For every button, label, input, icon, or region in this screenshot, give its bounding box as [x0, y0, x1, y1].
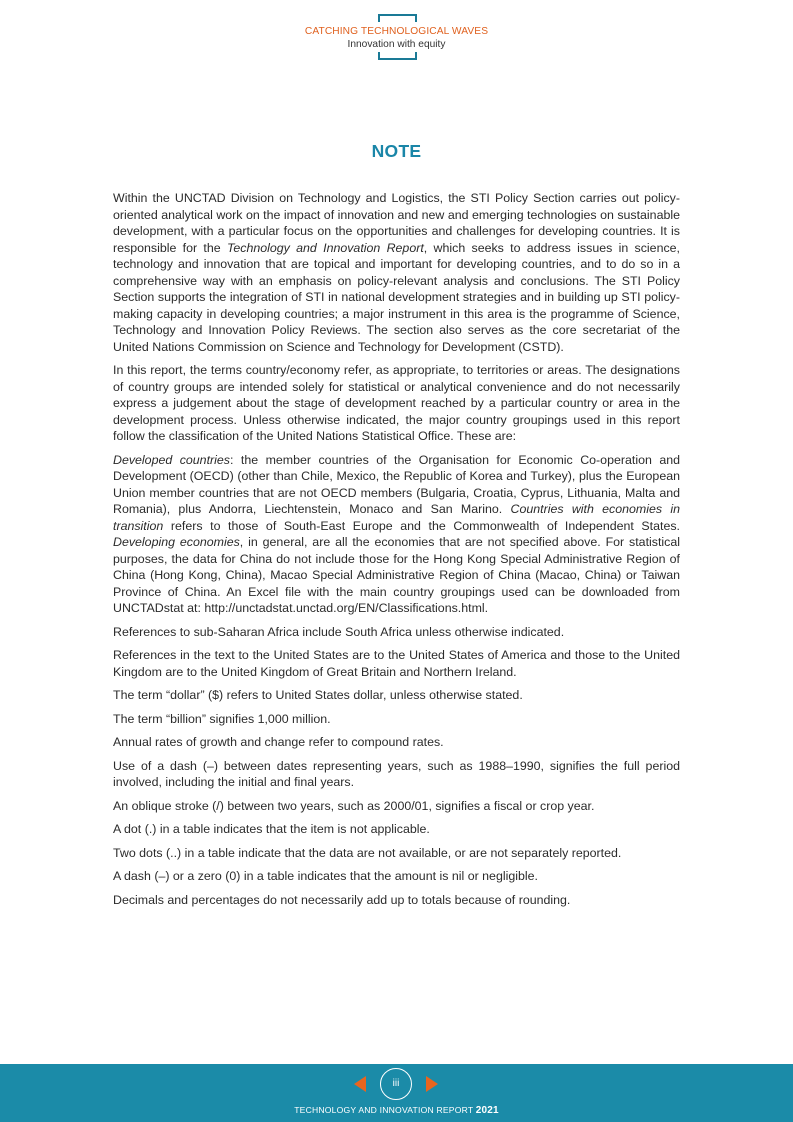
- page-title: NOTE: [371, 141, 422, 161]
- report-name: TECHNOLOGY AND INNOVATION REPORT: [294, 1105, 474, 1115]
- page-footer: [0, 1064, 793, 1122]
- report-title-italic: Technology and Innovation Report: [226, 240, 424, 255]
- paragraph-country-terms: In this report, the terms country/economy refer, as appropriate, to territories or areas. The designations of country groups are intended solely for statistical or analytical convenience and do not necessarily express a judgement about the stage of development reached by a particular country or area in the development process. Unless otherwise indicated, the major country groupings used in this report follow the classification of the United Nations Statistical Office. These are:: [113, 363, 680, 443]
- paragraph-us-uk: References in the text to the United States are to the United States of America and those to the United Kingdom are to the United Kingdom of Great Britain and Northern Ireland.: [113, 648, 680, 679]
- paragraph-two-dots: Two dots (..) in a table indicate that the data are not available, or are not separately reported.: [113, 845, 622, 860]
- paragraph-dollar: The term “dollar” ($) refers to United States dollar, unless otherwise stated.: [113, 688, 523, 702]
- paragraph-country-groups: [113, 452, 680, 617]
- header-bracket-bottom: [378, 52, 417, 60]
- text-span: refers to those of South-East Europe and the Commonwealth of Independent States.: [163, 518, 680, 533]
- header-title: CATCHING TECHNOLOGICAL WAVES: [304, 26, 489, 37]
- previous-page-arrow-icon[interactable]: [354, 1076, 366, 1092]
- paragraph-oblique-stroke: An oblique stroke (/) between two years, such as 2000/01, signifies a fiscal or crop year.: [113, 798, 595, 813]
- term-developing-economies: Developing economies: [113, 535, 240, 549]
- page-header: [0, 12, 793, 64]
- next-page-arrow-icon[interactable]: [426, 1076, 438, 1092]
- paragraph-billion: The term “billion” signifies 1,000 million.: [113, 711, 331, 726]
- page-number: iii: [380, 1068, 412, 1100]
- text-span: , in general, are all the economies that are not specified above. For statistical purposes, the data for China do not include those for the Hong Kong Special Administrative Region of China (Hong Kong, China), Macao Special Administrative Region of China (Macao, China) or Taiwan Province of China. An Excel file with the main country groupings used can be downloaded from UNCTADstat at: http://unctadstat.unctad.org/EN/Classifications.html.: [113, 535, 680, 615]
- text-span: : the member countries of the Organisation for Economic Co-operation and Development (OECD) (other than Chile, Mexico, the Republic of Korea and Turkey), plus the European Union member countries that are not OECD members (Bulgaria, Croatia, Cyprus, Lithuania, Malta and Romania), plus Andorra, Liechtenstein, Monaco and San Marino.: [113, 452, 680, 516]
- paragraph-dash-years: Use of a dash (–) between dates representing years, such as 1988–1990, signifies the full period involved, including the initial and final years.: [113, 758, 680, 789]
- paragraph-growth-rates: Annual rates of growth and change refer to compound rates.: [113, 735, 444, 749]
- report-year: 2021: [475, 1105, 499, 1116]
- term-developed-countries: Developed countries: [113, 452, 230, 467]
- note-body: [113, 190, 680, 915]
- header-subtitle: Innovation with equity: [347, 39, 446, 50]
- footer-report-name: [0, 1105, 793, 1116]
- text-span: Within the UNCTAD Division on Technology and Logistics, the STI Policy Section carries out policy-oriented analytical work on the impact of innovation and new and emerging technologies on sustainable development, with a particular focus on the opportunities and challenges for developing countries. It is responsible for the: [113, 191, 680, 255]
- paragraph-decimals: Decimals and percentages do not necessarily add up to totals because of rounding.: [113, 892, 571, 907]
- paragraph-stipolicy: [113, 190, 680, 355]
- paragraph-subsaharan: References to sub-Saharan Africa include South Africa unless otherwise indicated.: [113, 624, 565, 639]
- text-span: , which seeks to address issues in science, technology and innovation that are topical and important for developing countries, and to do so in a comprehensive way with an emphasis on policy-relevant analysis and conclusions. The STI Policy Section supports the integration of STI in national development strategies and in building up STI policy-making capacity in developing countries; a major instrument in this area is the programme of Science, Technology and Innovation Policy Reviews. The section also serves as the core secretariat of the United Nations Commission on Science and Technology for Development (CSTD).: [113, 240, 680, 354]
- paragraph-dash-zero: A dash (–) or a zero (0) in a table indicates that the amount is nil or negligible.: [113, 869, 538, 883]
- term-economies-in-transition: Countries with economies in transition: [113, 502, 680, 533]
- header-bracket-top: [378, 14, 417, 22]
- paragraph-dot: A dot (.) in a table indicates that the item is not applicable.: [113, 822, 430, 836]
